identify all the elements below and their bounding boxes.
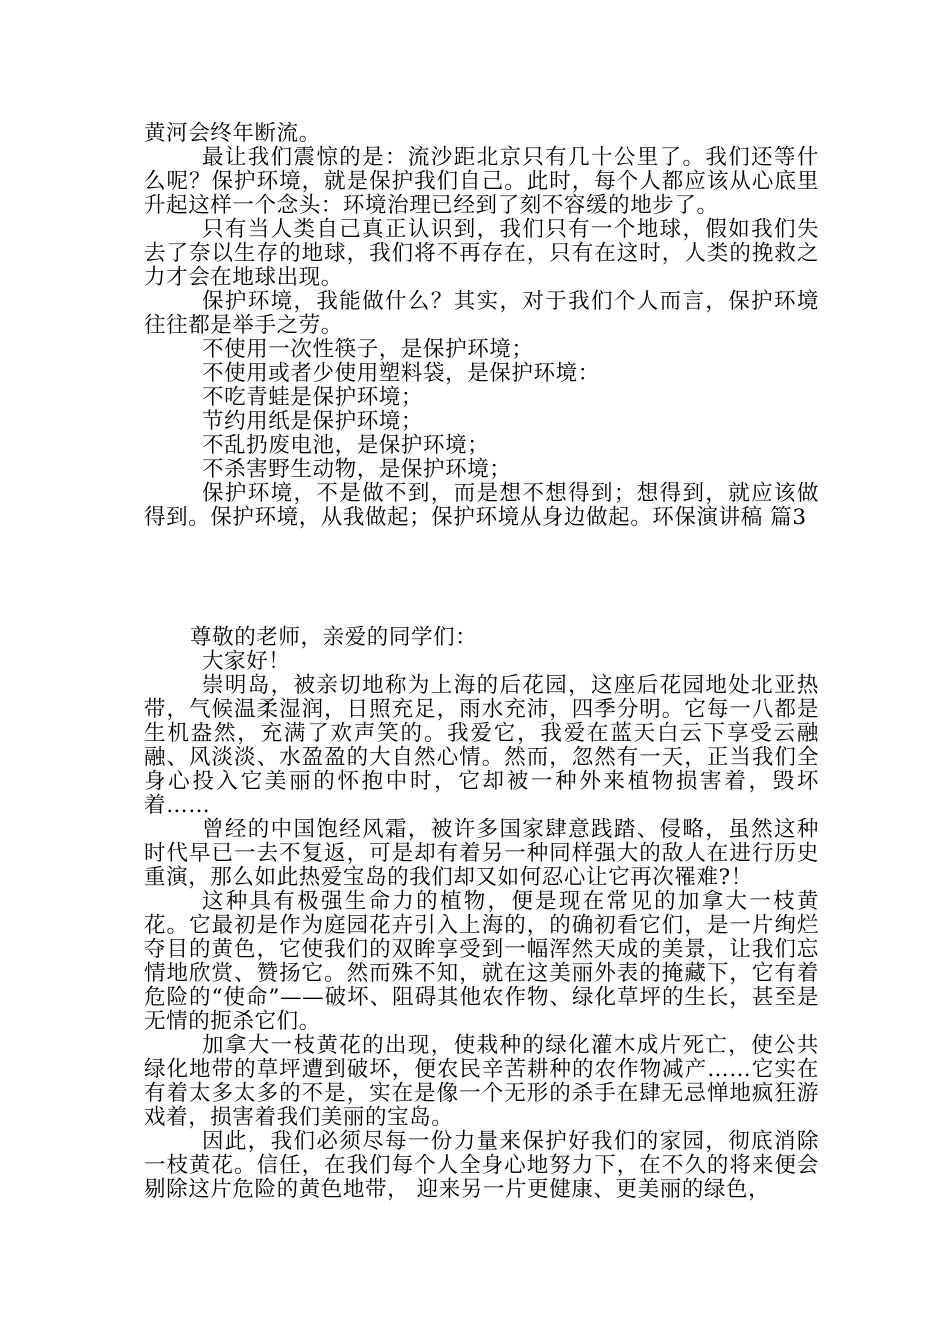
paragraph: 黄河会终年断流。 — [144, 121, 321, 146]
salutation: 尊敬的老师，亲爱的同学们： — [190, 625, 478, 650]
paragraph: 只有当人类自己真正认识到，我们只有一个地球，假如我们失去了奈以生存的地球，我们将不再存在，只有在这时，人类的挽救之力才会在地球出现。 — [144, 217, 819, 290]
list-line: 不吃青蛙是保护环境； — [202, 385, 424, 410]
list-line: 节约用纸是保护环境； — [202, 409, 424, 434]
paragraph: 最让我们震惊的是：流沙距北京只有几十公里了。我们还等什么呢？保护环境，就是保护我们自己。此时，每个人都应该从心底里升起这样一个念头：环境治理已经到了刻不容缓的地步了。 — [144, 145, 819, 218]
paragraph: 保护环境，不是做不到，而是想不想得到；想得到，就应该做得到。保护环境，从我做起；保护环境从身边做起。环保演讲稿 篇3 — [144, 481, 819, 530]
paragraph: 因此，我们必须尽每一份力量来保护好我们的家园，彻底消除一枝黄花。信任，在我们每个人全身心地努力下，在不久的将来便会剔除这片危险的黄色地带， 迎来另一片更健康、更美丽的绿色， — [144, 1129, 819, 1202]
greeting: 大家好！ — [202, 649, 291, 674]
paragraph: 加拿大一枝黄花的出现，使栽种的绿化灌木成片死亡，使公共绿化地带的草坪遭到破坏，便农民辛苦耕种的农作物减产……它实在有着太多太多的不是，实在是像一个无形的杀手在肆无忌惮地疯狂游戏着，损害着我们美丽的宝岛。 — [144, 1033, 819, 1130]
paragraph: 曾经的中国饱经风霜，被许多国家肆意践踏、侵略，虽然这种时代早已一去不复返，可是却有着另一种同样强大的敌人在进行历史重演，那么如此热爱宝岛的我们却又如何忍心让它再次罹难?！ — [144, 817, 819, 890]
list-line: 不杀害野生动物，是保护环境； — [202, 457, 512, 482]
paragraph: 这种具有极强生命力的植物，便是现在常见的加拿大一枝黄花。它最初是作为庭园花卉引入上海的，的确初看它们，是一片绚烂夺目的黄色，它使我们的双眸享受到一幅浑然天成的美景，让我们忘情地欣赏、赞扬它。然而殊不知，就在这美丽外表的掩藏下，它有着危险的“使命”——破坏、阻碍其他农作物、绿化草坪的生长，甚至是无情的扼杀它们。 — [144, 889, 819, 1034]
paragraph: 保护环境，我能做什么？其实，对于我们个人而言，保护环境往往都是举手之劳。 — [144, 289, 819, 338]
list-line: 不使用或者少使用塑料袋，是保护环境： — [202, 361, 600, 386]
list-line: 不使用一次性筷子，是保护环境； — [202, 337, 534, 362]
speech-section-two — [144, 626, 819, 1202]
speech-section-one — [144, 122, 819, 530]
list-line: 不乱扔废电池，是保护环境； — [202, 433, 490, 458]
paragraph: 崇明岛，被亲切地称为上海的后花园，这座后花园地处北亚热带，气候温柔湿润，日照充足，雨水充沛，四季分明。它每一八都是生机盎然，充满了欢声笑的。我爱它，我爱在蓝天白云下享受云融融、风淡淡、水盈盈的大自然心情。然而，忽然有一天，正当我们全身心投入它美丽的怀抱中时，它却被一种外来植物损害着，毁坏着…… — [144, 673, 819, 818]
